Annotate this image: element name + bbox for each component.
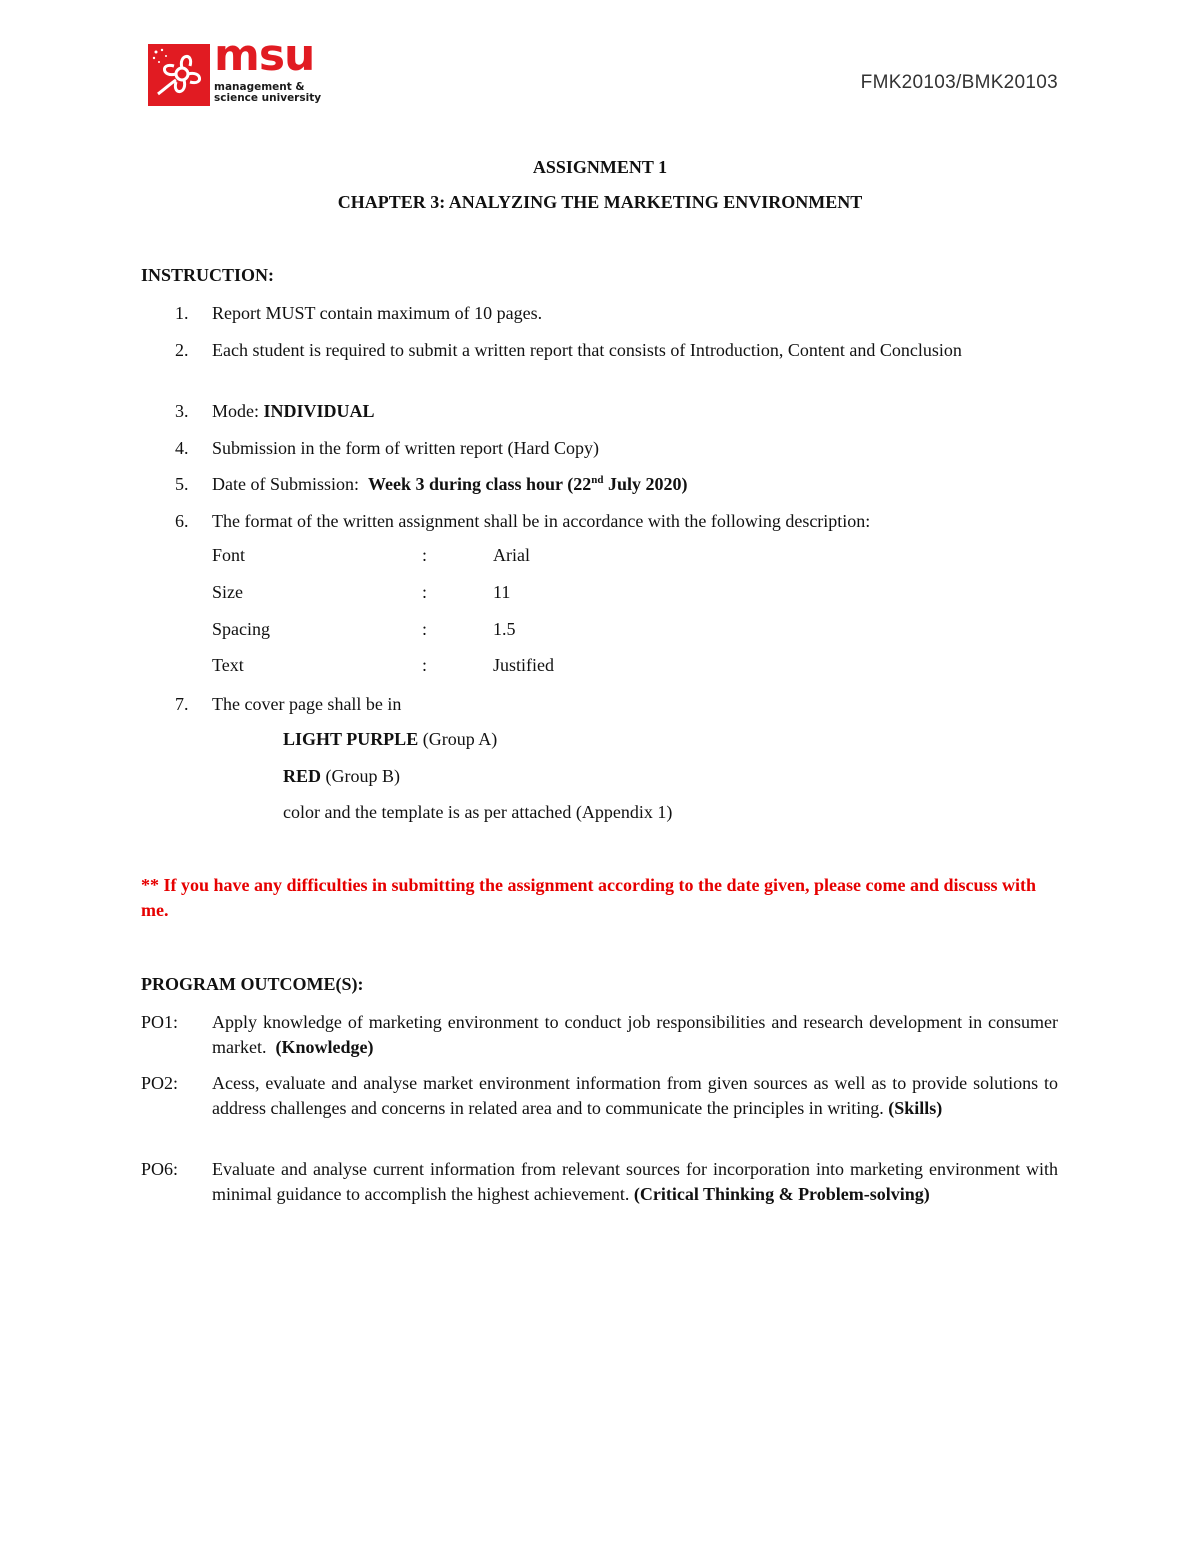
item-number: 7. bbox=[175, 694, 189, 714]
cover-option-group-b bbox=[283, 766, 400, 787]
format-value: 1.5 bbox=[493, 619, 516, 639]
po-text bbox=[212, 1010, 1058, 1060]
item-text: Submission in the form of written report (Hard Copy) bbox=[212, 438, 599, 458]
po-tag: (Knowledge) bbox=[275, 1037, 374, 1057]
po-tag: (Critical Thinking & Problem-solving) bbox=[633, 1184, 930, 1204]
chapter-title: CHAPTER 3: ANALYZING THE MARKETING ENVIRONMENT bbox=[337, 192, 863, 212]
program-outcomes-heading: PROGRAM OUTCOME(S): bbox=[141, 974, 364, 994]
format-key: Text bbox=[212, 655, 244, 675]
assignment-title: ASSIGNMENT 1 bbox=[532, 157, 668, 177]
format-key: Spacing bbox=[212, 619, 270, 639]
instruction-heading: INSTRUCTION: bbox=[141, 265, 275, 285]
mode-value: INDIVIDUAL bbox=[263, 401, 375, 421]
hibiscus-logo-icon bbox=[148, 44, 210, 106]
item-number: 2. bbox=[175, 340, 189, 360]
item-number: 1. bbox=[175, 303, 189, 323]
po-label: PO2: bbox=[141, 1073, 179, 1093]
po-text bbox=[212, 1071, 1058, 1121]
course-code: FMK20103/BMK20103 bbox=[860, 72, 1058, 93]
notice-text: ** If you have any difficulties in submitting the assignment according to the date given, please come and discuss with me. bbox=[141, 875, 1037, 920]
format-separator: : bbox=[422, 655, 428, 675]
cover-color-purple: LIGHT PURPLE bbox=[283, 729, 419, 749]
format-value: Arial bbox=[493, 545, 530, 565]
submission-label: Date of Submission: bbox=[212, 474, 368, 494]
item-number: 6. bbox=[175, 511, 189, 531]
po-label: PO1: bbox=[141, 1012, 179, 1032]
item-text: Each student is required to submit a written report that consists of Introduction, Content and Conclusion bbox=[212, 340, 962, 360]
submission-date-post: July 2020) bbox=[603, 474, 688, 494]
po-description: Apply knowledge of marketing environment to conduct job responsibilities and research development in consumer market. bbox=[212, 1012, 1058, 1057]
item-text: Report MUST contain maximum of 10 pages. bbox=[212, 303, 543, 323]
logo-subtitle-line2: science university bbox=[214, 92, 322, 104]
po-description: Acess, evaluate and analyse market environment information from given sources as well as to provide solutions to address challenges and concerns in related area and to communicate the principles in writing. bbox=[212, 1073, 1058, 1118]
format-value: 11 bbox=[493, 582, 511, 602]
format-separator: : bbox=[422, 582, 428, 602]
date-superscript: nd bbox=[591, 474, 604, 486]
cover-option-group-a bbox=[283, 729, 497, 750]
format-value: Justified bbox=[493, 655, 554, 675]
po-label: PO6: bbox=[141, 1159, 179, 1179]
item-text: The format of the written assignment shall be in accordance with the following description: bbox=[212, 511, 871, 531]
mode-label: Mode: bbox=[212, 401, 264, 421]
item-number: 5. bbox=[175, 474, 189, 494]
logo-subtitle-line1: management & bbox=[214, 81, 305, 93]
cover-template-note: color and the template is as per attached (Appendix 1) bbox=[283, 802, 673, 822]
item-number: 4. bbox=[175, 438, 189, 458]
cover-group-a: (Group A) bbox=[418, 729, 498, 749]
logo-subtitle bbox=[214, 82, 344, 104]
item-text bbox=[212, 472, 1057, 497]
item-text bbox=[212, 399, 1057, 424]
cover-group-b: (Group B) bbox=[321, 766, 401, 786]
format-separator: : bbox=[422, 545, 428, 565]
item-number: 3. bbox=[175, 401, 189, 421]
item-text: The cover page shall be in bbox=[212, 694, 402, 714]
format-key: Size bbox=[212, 582, 243, 602]
format-key: Font bbox=[212, 545, 246, 565]
msu-logo bbox=[148, 30, 338, 106]
format-separator: : bbox=[422, 619, 428, 639]
po-tag: (Skills) bbox=[888, 1098, 943, 1118]
logo-brand: msu bbox=[214, 30, 315, 81]
po-description: Evaluate and analyse current information from relevant sources for incorporation into marketing environment with minimal guidance to accomplish the highest achievement. bbox=[212, 1159, 1058, 1204]
submission-date bbox=[368, 474, 687, 494]
cover-color-red: RED bbox=[283, 766, 322, 786]
submission-date-pre: Week 3 during class hour (22 bbox=[368, 474, 592, 494]
po-text bbox=[212, 1157, 1058, 1207]
